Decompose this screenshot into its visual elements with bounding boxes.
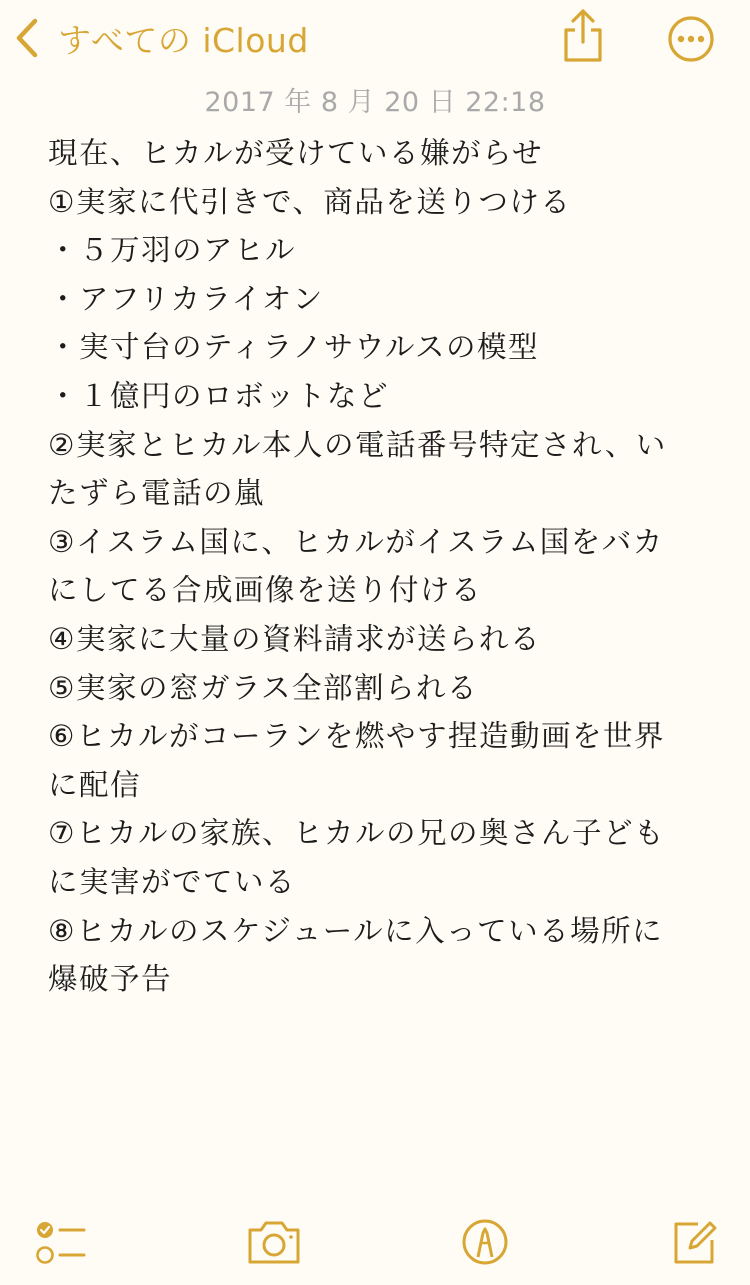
note-line: たずら電話の嵐 (48, 476, 266, 511)
back-label: すべての iCloud (58, 20, 309, 60)
note-line: ⑥ヒカルがコーランを燃やす捏造動画を世界 (48, 719, 665, 754)
markup-button[interactable] (461, 1218, 509, 1266)
share-button[interactable] (558, 8, 608, 64)
bottom-toolbar (0, 1200, 750, 1285)
note-line: ①実家に代引きで、商品を送りつける (48, 184, 572, 219)
note-line: ②実家とヒカル本人の電話番号特定され、い (48, 427, 667, 462)
note-line: に配信 (48, 767, 142, 802)
note-line: ④実家に大量の資料請求が送られる (48, 621, 541, 656)
note-line: ⑦ヒカルの家族、ヒカルの兄の奥さん子ども (48, 816, 665, 851)
navigation-bar (0, 0, 750, 80)
note-line: 爆破予告 (48, 962, 173, 997)
note-line: ・アフリカライオン (48, 281, 324, 316)
chevron-left-icon (14, 16, 44, 60)
camera-icon (246, 1251, 302, 1270)
markup-pen-icon (461, 1251, 509, 1270)
note-line: ・実寸台のティラノサウルスの模型 (48, 330, 539, 365)
note-line: 現在、ヒカルが受けている嫌がらせ (48, 136, 544, 170)
checklist-icon (30, 1253, 90, 1272)
note-line: ③イスラム国に、ヒカルがイスラム国をバカ (48, 524, 664, 559)
ellipsis-circle-icon (666, 49, 716, 68)
share-icon (558, 49, 608, 68)
note-date: 2017 年 8 月 20 日 22:18 (204, 87, 546, 118)
note-line: ⑧ヒカルのスケジュールに入っている場所に (48, 913, 664, 948)
note-line: にしてる合成画像を送り付ける (48, 573, 483, 608)
camera-button[interactable] (246, 1218, 302, 1266)
note-line: に実害がでている (48, 864, 297, 899)
note-body[interactable] (48, 129, 708, 1004)
compose-button[interactable] (670, 1218, 718, 1266)
note-line: ⑤実家の窓ガラス全部割られる (48, 670, 479, 705)
back-button[interactable] (14, 14, 309, 62)
compose-icon (670, 1251, 718, 1270)
note-line: ・１億円のロボットなど (48, 378, 390, 413)
note-line: ・５万羽のアヒル (48, 233, 297, 268)
more-button[interactable] (666, 14, 716, 64)
checklist-button[interactable] (30, 1218, 90, 1268)
